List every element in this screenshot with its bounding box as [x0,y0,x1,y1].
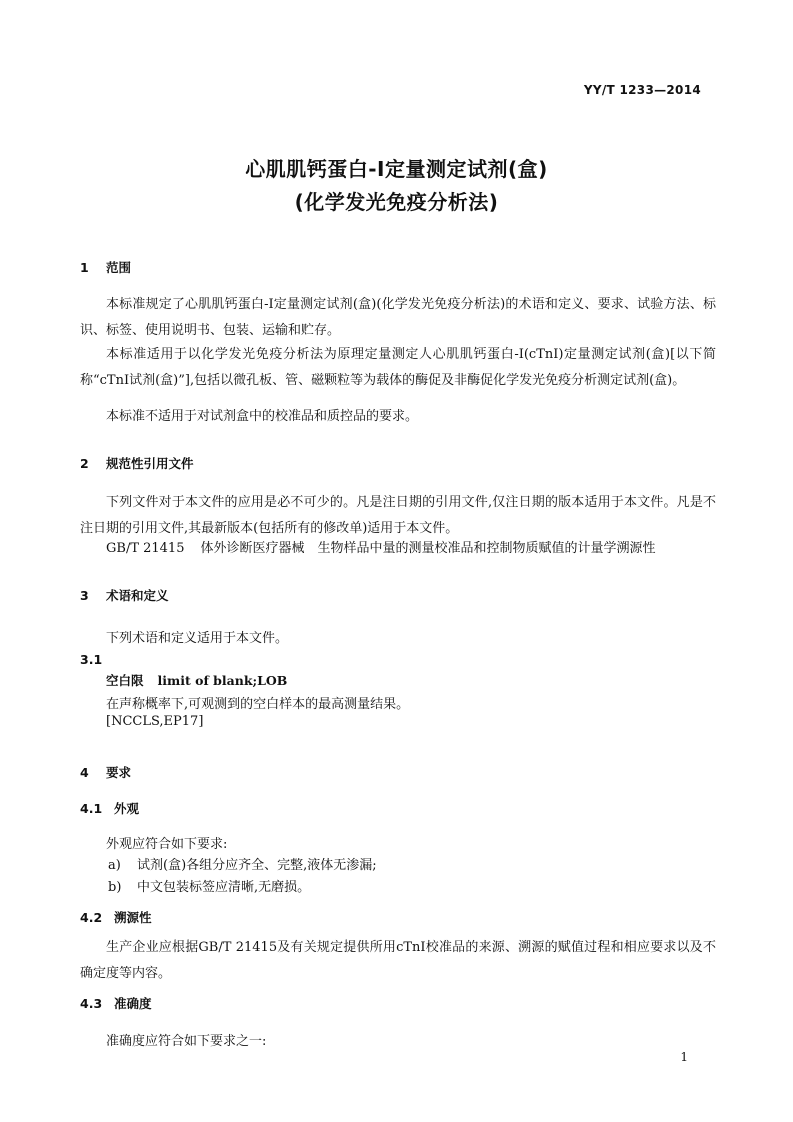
subsection-heading-appearance [80,799,139,817]
traceability-paragraph: 生产企业应根据GB/T 21415及有关规定提供所用cTnI校准品的来源、溯源的赋值过程和相应要求以及不确定度等内容。 [80,940,716,981]
term-chinese: 空白限 [106,673,144,688]
references-paragraph: 下列文件对于本文件的应用是必不可少的。凡是注日期的引用文件,仅注日期的版本适用于本文件。凡是不注日期的引用文件,其最新版本(包括所有的修改单)适用于本文件。 [80,495,716,536]
scope-paragraph-3: 本标准不适用于对试剂盒中的校准品和质控品的要求。 [106,409,419,424]
reference-code: GB/T 21415 [106,541,185,556]
section-title: 范围 [106,260,132,275]
list-item-text: 中文包装标签应清晰,无磨损。 [137,880,311,895]
section-heading-references [80,454,194,472]
term-entry-number: 3.1 [80,652,103,667]
section-number: 3 [80,588,89,603]
section-number: 2 [80,456,89,471]
list-item-label: b) [108,880,122,895]
document-title-line2: (化学发光免疫分析法) [294,190,499,214]
term-name [106,671,287,689]
section-heading-scope [80,258,131,276]
list-item [108,854,377,873]
list-item-text: 试剂(盒)各组分应齐全、完整,液体无渗漏; [137,858,377,873]
reference-title: 体外诊断医疗器械 生物样品中量的测量校准品和控制物质赋值的计量学溯源性 [200,541,656,556]
document-title-line1: 心肌肌钙蛋白-I定量测定试剂(盒) [245,157,548,181]
list-item-label: a) [108,858,121,873]
section-heading-terms [80,586,169,604]
section-heading-requirements [80,763,131,781]
section-number: 4 [80,765,89,780]
subsection-number: 4.2 [80,910,103,925]
scope-paragraph-2: 本标准适用于以化学发光免疫分析法为原理定量测定人心肌肌钙蛋白-I(cTnI)定量测定试剂(盒)[以下简称“cTnI试剂(盒)”],包括以微孔板、管、磁颗粒等为载体的酶促及非酶促化学发光免疫分析测定试剂(盒)。 [80,347,716,388]
subsection-title: 溯源性 [114,910,152,925]
normative-reference [106,537,656,556]
section-number: 1 [80,260,89,275]
accuracy-intro: 准确度应符合如下要求之一: [106,1034,267,1049]
subsection-number: 4.3 [80,996,103,1011]
terms-intro: 下列术语和定义适用于本文件。 [106,631,289,646]
section-title: 规范性引用文件 [106,456,194,471]
section-title: 术语和定义 [106,588,169,603]
subsection-number: 4.1 [80,801,103,816]
scope-paragraph-1: 本标准规定了心肌肌钙蛋白-I定量测定试剂(盒)(化学发光免疫分析法)的术语和定义、要求、试验方法、标识、标签、使用说明书、包装、运输和贮存。 [80,297,716,338]
section-title: 要求 [106,765,132,780]
term-english: limit of blank;LOB [157,673,288,688]
subsection-heading-accuracy [80,994,152,1012]
page-number: 1 [680,1050,688,1064]
term-definition: 在声称概率下,可观测到的空白样本的最高测量结果。 [106,697,410,712]
subsection-title: 外观 [114,801,140,816]
list-item [108,876,310,895]
appearance-intro: 外观应符合如下要求: [106,837,228,852]
standard-number: YY/T 1233—2014 [583,83,701,97]
subsection-heading-traceability [80,908,152,926]
term-source: [NCCLS,EP17] [106,714,204,729]
subsection-title: 准确度 [114,996,152,1011]
